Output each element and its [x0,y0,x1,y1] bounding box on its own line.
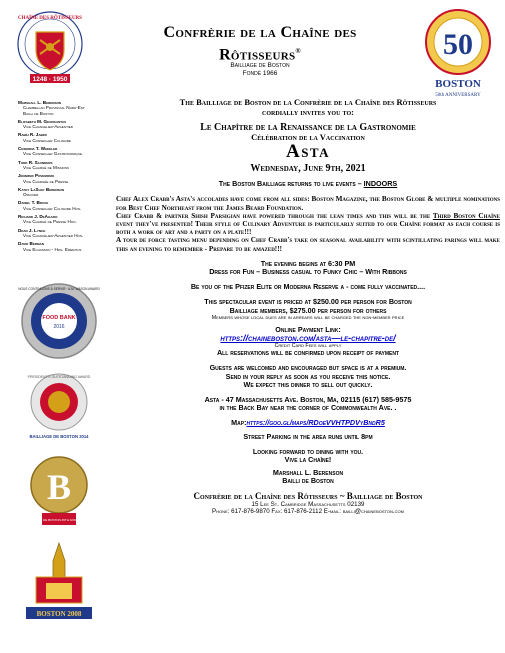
officer-title: Vice Chargé de Missions [23,164,70,170]
officer-entry [18,214,113,225]
anniv-city: BOSTON [435,78,481,90]
invitation-body [116,98,500,515]
svg-text:2016: 2016 [53,324,65,330]
officer-title: Vice Conseiller Culinaire [23,137,71,143]
officer-name: Todd R. Saunders [18,159,53,165]
officer-entry [18,119,113,130]
footer-org: Confrèrie de la Chaîne des Rôtisseurs ~ Bailliage de Boston [193,490,423,501]
svg-text:CHAÎNE DES RÔTISSEURS: CHAÎNE DES RÔTISSEURS [18,16,82,21]
address-line1: Asta - 47 Massachusetts Ave. Boston, Ma, 02115 (617) 585-9575 [204,395,412,405]
event-title: Le Chapître de la Renaissance de la Gastronomie [200,122,416,133]
address-line2: in the Back Bay near the corner of Commonwealth Ave. . [219,403,397,413]
letterhead-subtitle [110,62,410,78]
event-subtitle: Célébration de la Vaccination [251,132,365,142]
indoors-label: INDOORS [363,179,398,189]
letterhead-title [110,24,410,64]
officer-name: David Berman [18,241,44,247]
svg-text:50: 50 [443,28,473,61]
registered-mark: ® [295,47,301,55]
event-date: Wednesday, June 9th, 2021 [250,163,366,175]
officer-name: Daniel T. Bruce [18,200,49,206]
svg-text:B: B [46,467,72,507]
closing-line1: Looking forward to dining with you. [252,446,364,456]
price-note: Members whose local dues are in arrears will be charged the non-member price [211,314,405,321]
price-line2: Bailliage members, $275.00 per person for others [229,305,387,315]
anniversary-50-logo [420,8,496,102]
boston-2008-badge [18,541,100,623]
officer-title: Vice Chargée de Presse [23,178,69,184]
svg-text:PRESIDENT'S OUTSTANDING AWARD: PRESIDENT'S OUTSTANDING AWARD [27,375,91,379]
svg-text:BOSTON 2008: BOSTON 2008 [36,610,82,618]
dress-line: Dress for Fun – Business casual to Funky Chic – With Ribbons [209,267,407,277]
officer-name: Rabih R. Jaber [18,132,47,138]
officer-entry [18,241,113,252]
guests-line1: Guests are welcomed and encouraged but space is at a premium. [209,363,407,373]
guests-line2: Send in your reply as soon as you receive this notice. [225,371,391,381]
officers-list [18,100,113,255]
officer-name: Marshall L. Berenson [18,100,61,105]
svg-text:NOUS CONTINUONS À SERVIR · A.M: NOUS CONTINUONS À SERVIR · A.M. WASON AWARD [18,287,100,291]
officer-title: Chambellan Provincial Nord-Est [23,105,85,111]
guests-line3: We expect this dinner to sell out quickly. [243,379,373,389]
officer-name: Ceserina T. Wheeler [18,146,58,152]
officer-title: Vice Echanson - Hon. Emeritus [23,246,82,252]
closing-line2: Vive la Chaîne! [284,455,332,465]
officer-title-secondary: Bailli de Boston [23,110,54,116]
officer-title: Vice Chancelier-Argentier Hon. [23,232,84,238]
parking-line: Street Parking in the area runs until 8pm [243,431,373,441]
signature-title: Bailli de Boston [282,476,334,486]
third-chaine-label: Third Boston Chaîne [432,211,500,220]
venue-name: Asta [285,141,331,163]
officer-title: Vice Chancelier-Argentier [23,124,73,130]
officer-entry [18,200,113,211]
price-line1: This spectacular event is priced at $250.00 per person for Boston [204,297,412,307]
payment-link[interactable]: https://chaineboston.com/asta—le-chapitre-de/ [220,333,396,344]
officer-entry [18,146,113,157]
begins-line: The evening begins at 6:30 PM [260,258,356,268]
chaine-crest-logo [16,10,84,88]
45th-anniversary-badge [18,455,100,527]
crest-years: 1248 · 1950 [32,76,68,83]
signature-name: Marshall L. Berenson [272,468,344,478]
wason-award-badge [18,282,100,360]
bailliage-name: Bailliage de Boston [230,62,290,69]
officer-name: Elizabeth M. Georgantas [18,118,67,124]
footer-address: 15 Lee St. Cambridge Massachusetts 02139 [251,500,365,508]
cc-fee-note: Credit Card Fees will apply [274,343,342,350]
officer-entry [18,187,113,198]
officer-entry [18,160,113,171]
officer-entry [18,100,113,116]
officer-name: Richard J. DeAgazio [18,214,58,220]
confirmation-line: All reservations will be confirmed upon receipt of payment [216,348,399,358]
vaccination-line: Be you of the Pfizer Elite or Moderna Reserve a - come fully vaccinated.... [190,282,426,292]
officer-name: Jennifer Povemomo [18,173,55,179]
anniv-small: 50th ANNIVERSARY [435,93,481,98]
footer-contact: Phone: 617-876-9870 Fax: 617-876-2112 E-mail: bailli@chaineboston.com [212,507,404,515]
map-link[interactable]: https://goo.gl/maps/RDoeVVHTPDVyBndR5 [246,418,385,428]
president-award-badge [18,372,100,442]
invite-line1: The Bailliage de Boston de la Confrèrie de la Chaîne des Rôtisseurs [179,97,437,107]
officer-entry [18,132,113,143]
officer-title: Vice Conseiller Culinaire Hon. [23,205,82,211]
officer-name: Dean J. Lynch [18,227,46,233]
officer-name: Kathy LaShay Berenson [18,186,65,192]
map-label: Map: [231,418,247,428]
founded-year: Fondé 1966 [242,70,278,77]
title-line2: Rôtisseurs [219,46,296,64]
payment-heading: Online Payment Link: [275,324,341,334]
svg-text:BAILLIAGE DE BOSTON 2014: BAILLIAGE DE BOSTON 2014 [29,434,89,439]
officer-title: Officier [23,192,39,198]
officer-title: Vice Chargé de Presse Hon. [23,219,77,225]
invite-line2: cordially invites you to: [262,106,354,117]
officer-entry [18,228,113,239]
paragraph-tasting: A tour de force tasting menu depending on Chef Crabb's take on seasonal availability with scintillating parings will make this an evening to remember - Prepare to be amazed!!! [116,236,500,253]
svg-text:FOOD BANK: FOOD BANK [42,315,76,321]
paragraph-partner: Chef Crabb & partner Shish Parsigian have powered through the lean times and this will be the Third Boston Chaîne event they've presented! Their style of Culinary Adventure is particularly suited to our Chaîne format as each course is both a work of art and a party on a plate!!! [116,211,500,237]
officer-title: Vice Conseiller Gastronomique [23,151,83,157]
svg-text:BAILLIAGE DE BOSTON 45TH ANNIV: BAILLIAGE DE BOSTON 45TH ANNIVERSARY [26,518,92,522]
officer-entry [18,173,113,184]
returns-line: The Boston Bailliage returns to live events – INDOORS [218,179,398,189]
title-line1: Confrèrie de la Chaîne des [163,24,357,41]
paragraph-accolades: Chef Alex Crabb's Asta's accolades have come from all sides: Boston Magazine, the Boston Globe & multiple nominations for Best Chef Northeast from the James Beard Foundation. [116,195,500,212]
